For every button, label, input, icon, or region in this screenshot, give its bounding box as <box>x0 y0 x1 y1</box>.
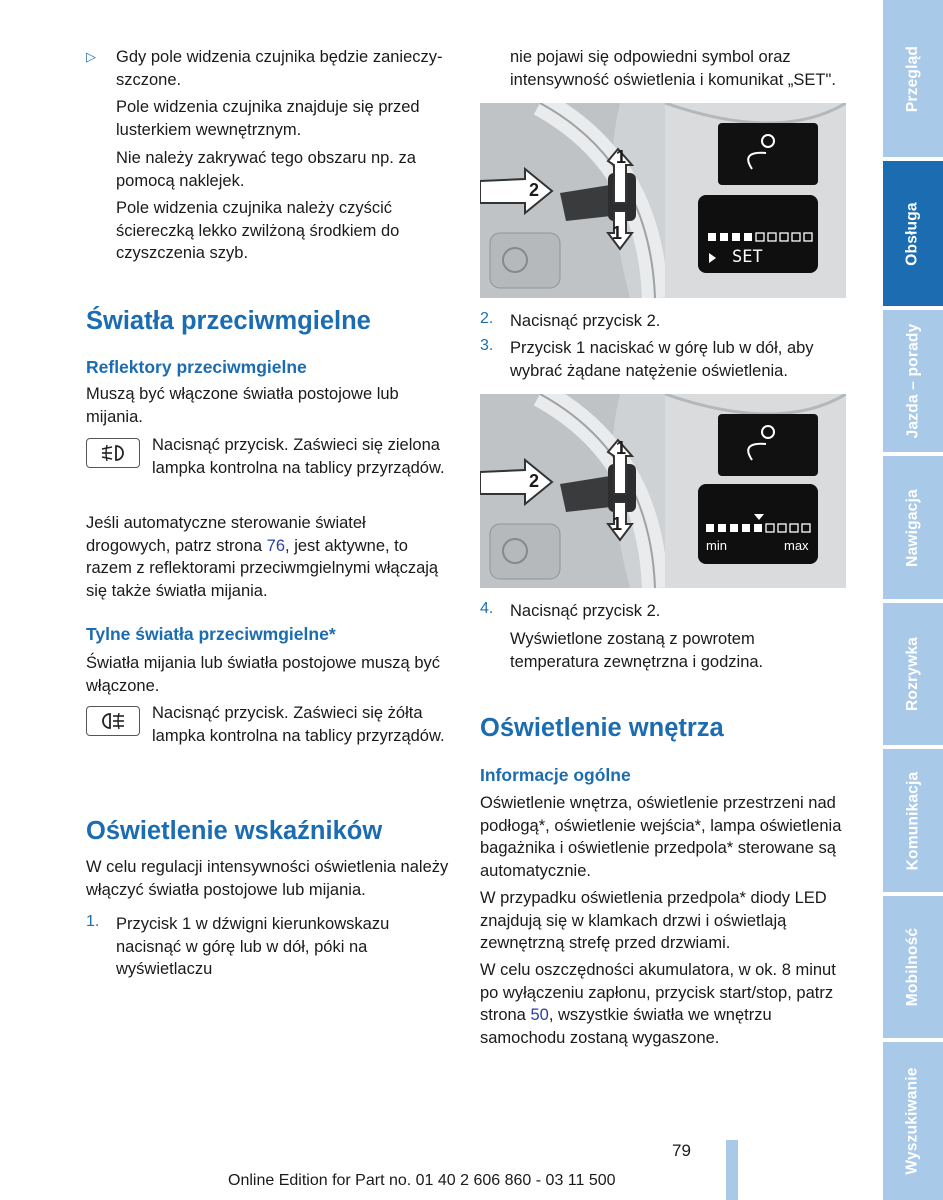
callout-1-up: 1 <box>616 438 627 458</box>
page-number-bar <box>726 1140 738 1200</box>
display-max-label: max <box>784 538 809 553</box>
lever-display-figure-set <box>480 103 846 298</box>
tab-obsluga[interactable] <box>883 161 943 306</box>
rear-fog-button-icon <box>86 706 140 736</box>
tab-mobilnosc[interactable] <box>883 896 943 1038</box>
tab-jazda-porady[interactable] <box>883 310 943 452</box>
callout-2: 2 <box>529 471 540 491</box>
subheading-rear-fog: Tylne światła przeciwmgielne* <box>86 624 336 644</box>
step-number: 4. <box>480 600 494 617</box>
tab-rozrywka[interactable] <box>883 603 943 745</box>
front-fog-button-icon <box>86 438 140 468</box>
rear-fog-instruction <box>86 702 454 747</box>
callout-1-up: 1 <box>616 147 627 167</box>
page-number: 79 <box>672 1141 691 1160</box>
auto-lights-text: Jeśli automatyczne sterowanie świateł drogowych, patrz strona <box>86 514 366 555</box>
rear-fog-paragraph: Światła mijania lub światła postojowe muszą być włączone. <box>86 654 440 695</box>
bullet-intro-text: Gdy pole widzenia czujnika będzie zanieczy-szczone. <box>116 48 443 89</box>
step-number: 1. <box>86 913 100 930</box>
battery-paragraph <box>480 959 848 1049</box>
section-heading-fog: Światła przeciwmgielne <box>86 307 371 335</box>
front-fog-paragraph: Muszą być włączone światła postojowe lub mijania. <box>86 385 399 426</box>
display-min-label: min <box>706 538 727 553</box>
tab-label: Wyszukiwanie <box>904 1067 921 1175</box>
auto-lights-paragraph <box>86 512 454 602</box>
step-number: 2. <box>480 310 494 327</box>
tab-label: Obsługa <box>904 201 922 266</box>
tab-przeglad[interactable] <box>883 0 943 157</box>
step-3-text: Przycisk 1 naciskać w górę lub w dół, aby wybrać żądane natężenie oświetlenia. <box>510 339 814 380</box>
display-set-label: SET <box>732 247 763 267</box>
tab-label: Mobilność <box>904 927 921 1007</box>
tab-komunikacja[interactable] <box>883 749 943 892</box>
callout-1-down: 1 <box>612 514 623 534</box>
auto-lights-text-cont: , jest aktywne, to razem z reflektorami przeciwmgielnymi włączają się także światła mijania. <box>86 536 439 600</box>
front-fog-instruction-text: Nacisnąć przycisk. Zaświeci się zielona lampka kontrolna na tablicy przyrządów. <box>152 436 445 477</box>
tab-label: Nawigacja <box>904 488 921 567</box>
subheading-front-fog: Reflektory przeciwmgielne <box>86 357 307 377</box>
page-link-76[interactable]: 76 <box>266 536 286 555</box>
step-3 <box>480 337 848 382</box>
step-2-text: Nacisnąć przycisk 2. <box>510 312 661 330</box>
lever-display-figure-minmax <box>480 394 846 588</box>
tab-label: Rozrywka <box>904 637 921 711</box>
tab-wyszukiwanie[interactable] <box>883 1042 943 1200</box>
bullet-item <box>86 46 484 91</box>
tab-label: Przegląd <box>904 45 921 112</box>
tab-label: Komunikacja <box>904 771 921 870</box>
callout-1-down: 1 <box>612 223 623 243</box>
page-link-50[interactable]: 50 <box>530 1006 549 1024</box>
battery-text-cont: , wszystkie światła we wnętrzu samochodu zostaną wygaszone. <box>480 1006 772 1047</box>
instrument-paragraph: W celu regulacji intensywności oświetlenia należy włączyć światła postojowe lub mijania. <box>86 858 449 899</box>
step-number: 3. <box>480 337 494 354</box>
callout-2: 2 <box>529 180 540 200</box>
step-4-text: Nacisnąć przycisk 2. <box>510 602 661 620</box>
footer-edition: Online Edition for Part no. 01 40 2 606 860 - 03 11 500 <box>228 1172 616 1189</box>
step-1 <box>86 913 454 981</box>
bullet-arrow-icon: ▷ <box>86 49 96 64</box>
step-4-subtext: Wyświetlone zostaną z powrotem temperatura zewnętrzna i godzina. <box>510 630 764 671</box>
step-2 <box>480 310 848 333</box>
subheading-general: Informacje ogólne <box>480 765 631 785</box>
rear-fog-instruction-text: Nacisnąć przycisk. Zaświeci się żółta lampka kontrolna na tablicy przyrządów. <box>152 704 445 745</box>
sensor-paragraph: Pole widzenia czujnika należy czyścić ściereczką lekko zwilżoną środkiem do czyszczenia szyb. <box>116 199 400 262</box>
section-heading-interior: Oświetlenie wnętrza <box>480 714 724 742</box>
front-fog-instruction <box>86 434 454 479</box>
step-1-text: Przycisk 1 w dźwigni kierunkowskazu nacisnąć w górę lub w dół, póki na wyświetlaczu <box>116 915 390 978</box>
sensor-paragraph: Pole widzenia czujnika znajduje się przed lusterkiem wewnętrznym. <box>116 98 420 139</box>
general-paragraph: W przypadku oświetlenia przedpola* diody LED znajdują się w klamkach drzwi i oświetlają zewnętrzną strefę przed drzwiami. <box>480 889 827 952</box>
battery-text: W celu oszczędności akumulatora, w ok. 8 minut po wyłączeniu zapłonu, przycisk start/stop, patrz strona <box>480 961 836 1024</box>
tab-label: Jazda – porady <box>904 323 922 439</box>
chapter-sidebar <box>883 0 943 1200</box>
step-1-continued: nie pojawi się odpowiedni symbol oraz intensywność oświetlenia i komunikat „SET". <box>510 48 836 89</box>
general-paragraph: Oświetlenie wnętrza, oświetlenie przestrzeni nad podłogą*, oświetlenie wejścia*, lampa oświetlenia bagażnika i oświetlenie przedpola* sterowane są automatycznie. <box>480 794 842 880</box>
step-4 <box>480 600 848 623</box>
section-heading-instrument: Oświetlenie wskaźników <box>86 817 383 845</box>
tab-nawigacja[interactable] <box>883 456 943 599</box>
sensor-paragraph: Nie należy zakrywać tego obszaru np. za pomocą naklejek. <box>116 149 416 190</box>
